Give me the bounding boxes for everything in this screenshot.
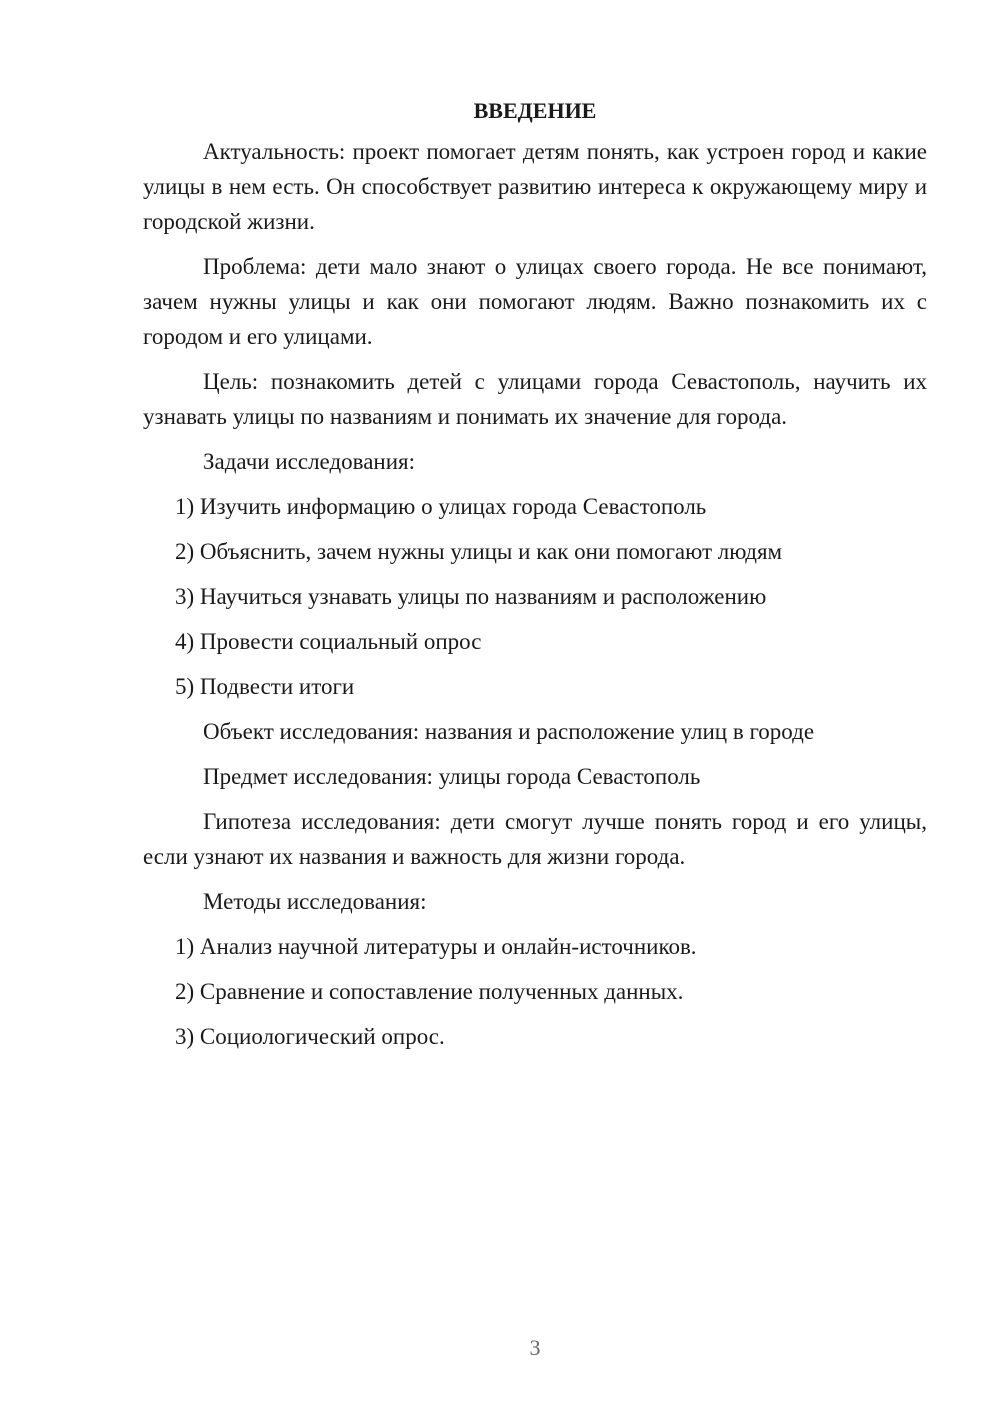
task-item: 4) Провести социальный опрос: [175, 629, 482, 654]
tasks-title: Задачи исследования:: [203, 449, 416, 474]
methods-title: Методы исследования:: [203, 889, 427, 914]
task-item: 5) Подвести итоги: [175, 674, 355, 699]
task-item: 2) Объяснить, зачем нужны улицы и как они помогают людям: [175, 539, 783, 564]
page-content: [143, 93, 927, 1064]
hypothesis-paragraph: Гипотеза исследования: дети смогут лучше понять город и его улицы, если узнают их названия и важность для жизни города.: [143, 809, 927, 869]
goal-paragraph: Цель: познакомить детей с улицами города Севастополь, научить их узнавать улицы по названиям и понимать их значение для города.: [143, 369, 927, 429]
page-number: 3: [529, 1335, 541, 1360]
subject-line: Предмет исследования: улицы города Севастополь: [203, 764, 701, 789]
method-item: 3) Социологический опрос.: [175, 1024, 445, 1049]
method-item: 1) Анализ научной литературы и онлайн-источников.: [175, 934, 697, 959]
section-heading: ВВЕДЕНИЕ: [473, 98, 597, 123]
method-item: 2) Сравнение и сопоставление полученных данных.: [175, 979, 684, 1004]
object-line: Объект исследования: названия и расположение улиц в городе: [203, 719, 815, 744]
task-item: 1) Изучить информацию о улицах города Севастополь: [175, 494, 707, 519]
problem-paragraph: Проблема: дети мало знают о улицах своего города. Не все понимают, зачем нужны улицы и как они помогают людям. Важно познакомить их с городом и его улицами.: [143, 254, 927, 349]
actuality-paragraph: Актуальность: проект помогает детям понять, как устроен город и какие улицы в нем есть. Он способствует развитию интереса к окружающему миру и городской жизни.: [143, 139, 927, 234]
task-item: 3) Научиться узнавать улицы по названиям и расположению: [175, 584, 767, 609]
